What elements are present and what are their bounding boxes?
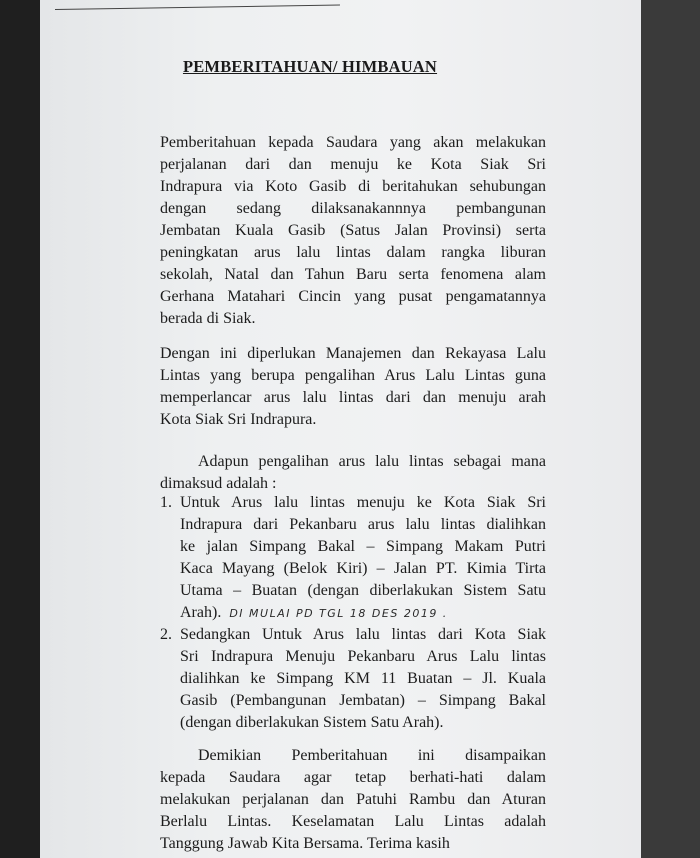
text-line: Utama – Buatan (dengan diberlakukan Sistem Satu (180, 582, 546, 599)
text-line: Dengan ini diperlukan Manajemen dan Rekayasa Lalu (160, 345, 546, 362)
text-line: Sedangkan Untuk Arus lalu lintas dari Kota Siak (180, 626, 546, 643)
text-line: kepada Saudara agar tetap berhati-hati dalam (160, 769, 546, 786)
text-line: sekolah, Natal dan Tahun Baru serta fenomena alam (160, 266, 546, 283)
text-line: Adapun pengalihan arus lalu lintas sebagai mana (198, 453, 546, 470)
text-line: Sri Indrapura Menuju Pekanbaru Arus Lalu lintas (180, 648, 546, 665)
text-line: Untuk Arus lalu lintas menuju ke Kota Siak Sri (180, 494, 546, 511)
text-line: berada di Siak. (160, 310, 256, 327)
text-line: dimaksud adalah : (160, 475, 277, 492)
text-line: ke jalan Simpang Bakal – Simpang Makam Putri (180, 538, 546, 555)
text-line: Demikian Pemberitahuan ini disampaikan (198, 747, 546, 764)
paragraph-intro (160, 132, 546, 330)
text-line: Gasib (Pembangunan Jembatan) – Simpang Bakal (180, 692, 546, 709)
text-line: Pemberitahuan kepada Saudara yang akan melakukan (160, 134, 546, 151)
text-line: Kaca Mayang (Belok Kiri) – Jalan PT. Kimia Tirta (180, 560, 546, 577)
background-left (0, 0, 40, 858)
text-line: dialihkan ke Simpang KM 11 Buatan – Jl. Kuala (180, 670, 546, 687)
text-line: (dengan diberlakukan Sistem Satu Arah). (180, 714, 444, 731)
text-line (180, 602, 546, 625)
text-line: Lintas yang berupa pengalihan Arus Lalu Lintas guna (160, 367, 546, 384)
paragraph-management (160, 343, 546, 431)
text-line: memperlancar arus lalu lintas dari dan menuju arah (160, 389, 546, 406)
list-number: 2. (160, 626, 172, 643)
paragraph-closing (160, 745, 546, 855)
text-line-end: Arah). (180, 604, 222, 621)
text-line: Kota Siak Sri Indrapura. (160, 411, 317, 428)
text-line: Tanggung Jawab Kita Bersama. Terima kasih (160, 835, 450, 852)
text-line: Jembatan Kuala Gasib (Satus Jalan Provinsi) serta (160, 222, 546, 239)
text-line: dengan sedang dilaksanakannnya pembangunan (160, 200, 546, 217)
background-right (641, 0, 700, 858)
list-number: 1. (160, 494, 172, 511)
text-line: Indrapura via Koto Gasib di beritahukan sehubungan (160, 178, 546, 195)
text-line: perjalanan dari dan menuju ke Kota Siak Sri (160, 156, 546, 173)
text-line: Berlalu Lintas. Keselamatan Lalu Lintas adalah (160, 813, 546, 830)
text-line: Indrapura dari Pekanbaru arus lalu lintas dialihkan (180, 516, 546, 533)
text-line: melakukan perjalanan dan Patuhi Rambu dan Aturan (160, 791, 546, 808)
text-line: Gerhana Matahari Cincin yang pusat pengamatannya (160, 288, 546, 305)
paragraph-diversion-intro (160, 451, 546, 495)
handwritten-note: DI MULAI PD TGL 18 DES 2019 . (229, 607, 448, 620)
document-title: PEMBERITAHUAN/ HIMBAUAN (182, 57, 438, 76)
text-line: peningkatan arus lalu lintas dalam rangka liburan (160, 244, 546, 261)
